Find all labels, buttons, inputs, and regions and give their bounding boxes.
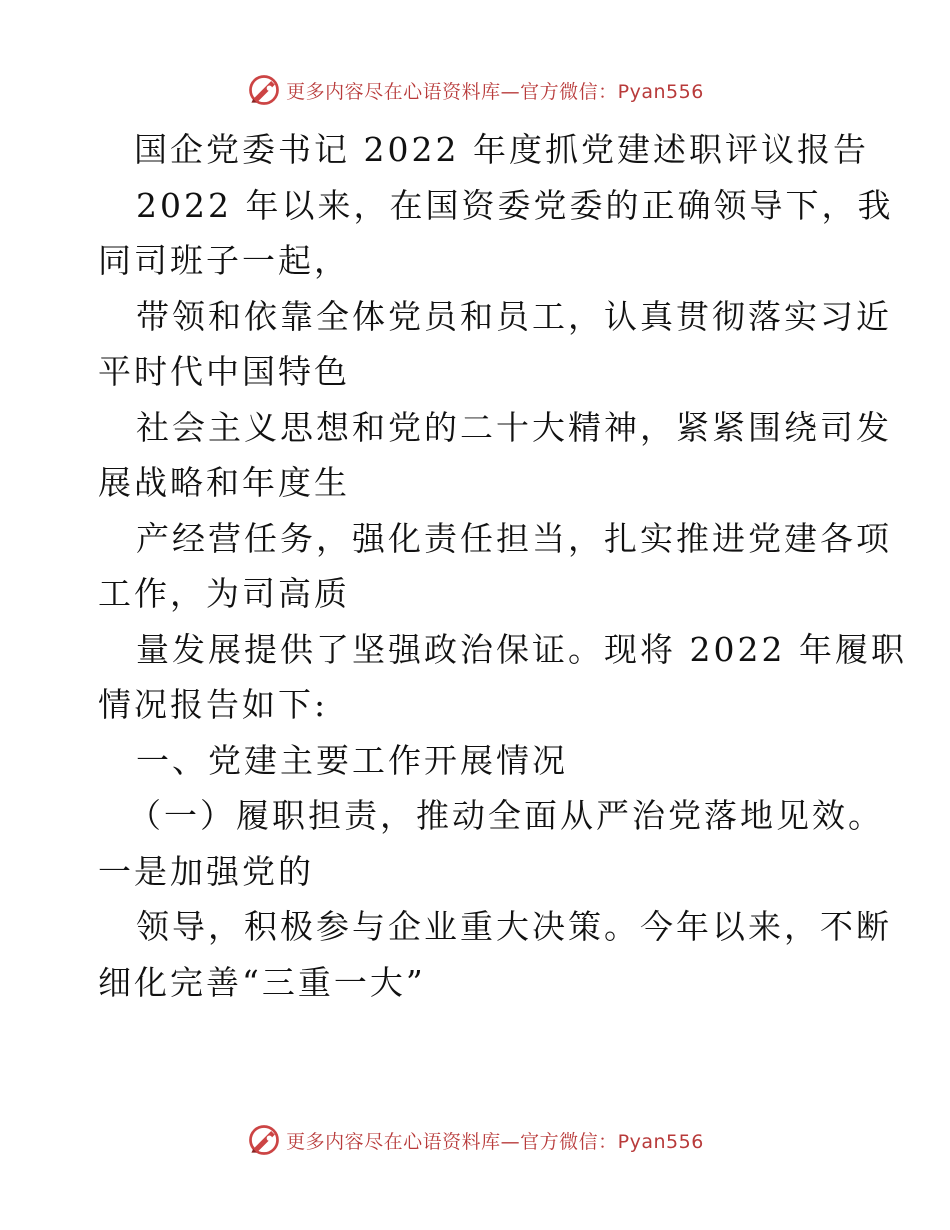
banner-text: 更多内容尽在心语资料库—官方微信：Pyan556 (286, 1130, 704, 1153)
paragraph-line: 展战略和年度生 (98, 463, 350, 502)
paragraph-line: 2022 年以来，在国资委党委的正确领导下，我 (136, 185, 894, 225)
footer-banner (0, 1120, 950, 1160)
paragraph-line: 量发展提供了坚强政治保证。现将 2022 年履职 (136, 629, 907, 669)
section-heading: 一、党建主要工作开展情况 (136, 740, 568, 780)
red-pen-logo-icon (246, 72, 282, 108)
paragraph-line: 领导，积极参与企业重大决策。今年以来，不断 (136, 907, 892, 946)
paragraph-line: 一是加强党的 (98, 851, 314, 891)
red-pen-logo-icon (246, 1122, 282, 1158)
paragraph-line: 带领和依靠全体党员和员工，认真贯彻落实习近 (136, 296, 892, 336)
document-title: 国企党委书记 2022 年度抓党建述职评议报告 (134, 130, 869, 169)
banner-text: 更多内容尽在心语资料库—官方微信：Pyan556 (286, 80, 704, 103)
document-body (98, 122, 907, 1010)
paragraph-line: 细化完善“三重一大” (98, 962, 426, 1002)
header-banner (0, 70, 950, 110)
paragraph-line: 社会主义思想和党的二十大精神，紧紧围绕司发 (136, 407, 892, 447)
subsection-heading: （一）履职担责，推动全面从严治党落地见效。 (128, 796, 884, 835)
paragraph-line: 情况报告如下: (98, 685, 329, 724)
paragraph-line: 同司班子一起， (98, 241, 350, 280)
paragraph-line: 工作，为司高质 (98, 574, 350, 613)
paragraph-line: 平时代中国特色 (98, 352, 350, 391)
paragraph-line: 产经营任务，强化责任担当，扎实推进党建各项 (136, 518, 892, 558)
